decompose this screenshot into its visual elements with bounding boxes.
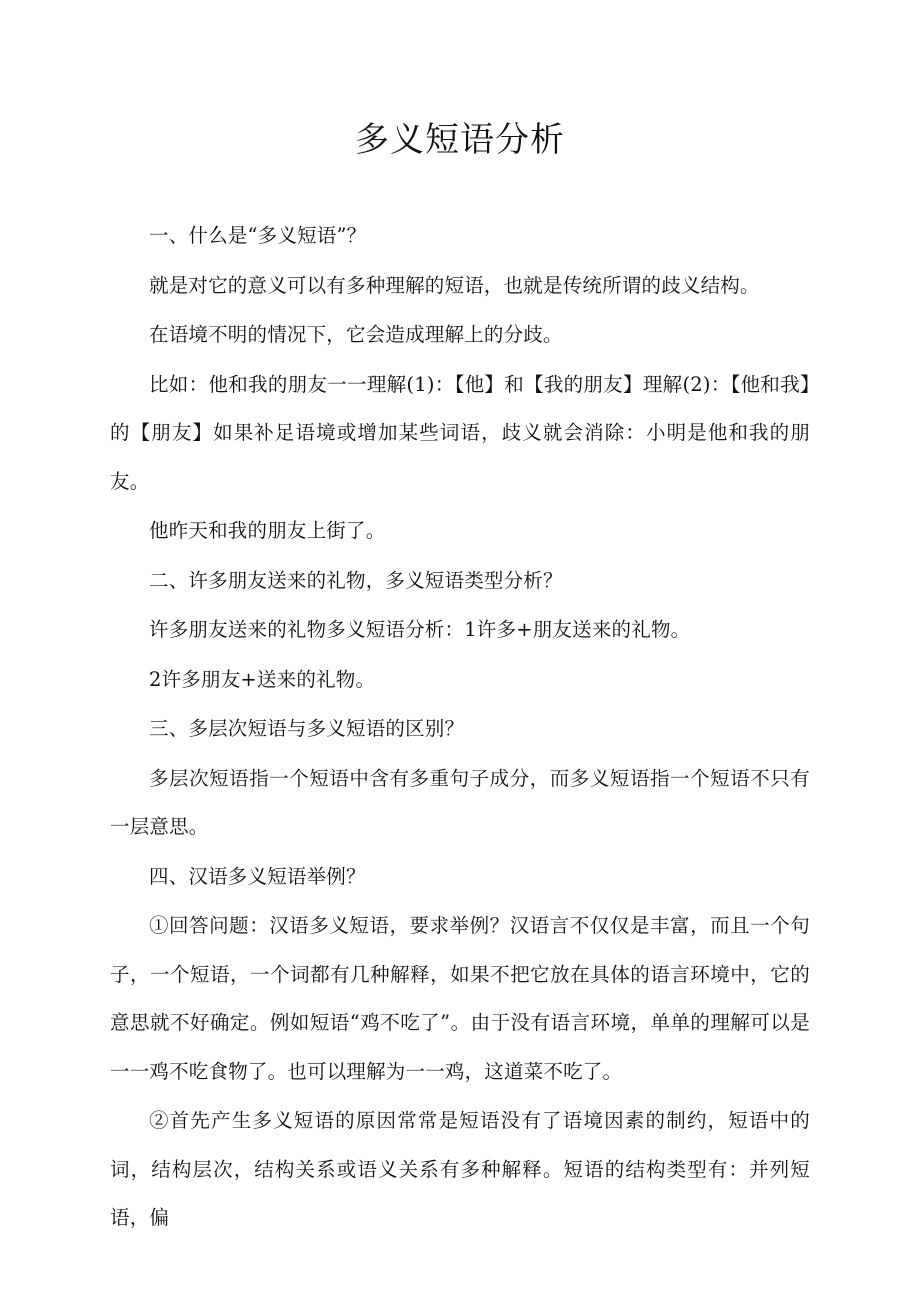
paragraph: 多层次短语指一个短语中含有多重句子成分，而多义短语指一个短语不只有一层意思。 bbox=[110, 766, 810, 838]
paragraph-heading-2: 二、许多朋友送来的礼物，多义短语类型分析？ bbox=[149, 568, 563, 592]
paragraph: 他昨天和我的朋友上街了。 bbox=[149, 519, 386, 542]
paragraph: 2许多朋友+送来的礼物。 bbox=[149, 667, 376, 691]
paragraph-heading-1: 一、什么是“多义短语”？ bbox=[149, 224, 367, 247]
paragraph: ①回答问题：汉语多义短语，要求举例？汉语言不仅仅是丰富，而且一个句子，一个短语，一个词都有几种解释，如果不把它放在具体的语言环境中，它的意思就不好确定。例如短语“鸡不吃了”。由于没有语言环境，单单的理解可以是一一鸡不吃食物了。也可以理解为一一鸡，这道菜不吃了。 bbox=[110, 914, 810, 1083]
document-body bbox=[110, 212, 810, 1244]
paragraph: ②首先产生多义短语的原因常常是短语没有了语境因素的制约，短语中的词，结构层次，结构关系或语义关系有多种解释。短语的结构类型有：并列短语，偏 bbox=[110, 1109, 810, 1229]
paragraph: 在语境不明的情况下，它会造成理解上的分歧。 bbox=[149, 323, 563, 346]
paragraph-heading-4: 四、汉语多义短语举例？ bbox=[149, 864, 366, 888]
paragraph: 许多朋友送来的礼物多义短语分析：1许多+朋友送来的礼物。 bbox=[149, 618, 691, 641]
paragraph: 就是对它的意义可以有多种理解的短语，也就是传统所谓的歧义结构。 bbox=[149, 273, 760, 297]
paragraph-heading-3: 三、多层次短语与多义短语的区别？ bbox=[149, 717, 465, 740]
paragraph: 比如：他和我的朋友一一理解(1)：【他】和【我的朋友】理解(2)：【他和我】的【朋友】如果补足语境或增加某些词语，歧义就会消除：小明是他和我的朋友。 bbox=[110, 372, 810, 493]
page-title: 多义短语分析 bbox=[355, 120, 565, 160]
